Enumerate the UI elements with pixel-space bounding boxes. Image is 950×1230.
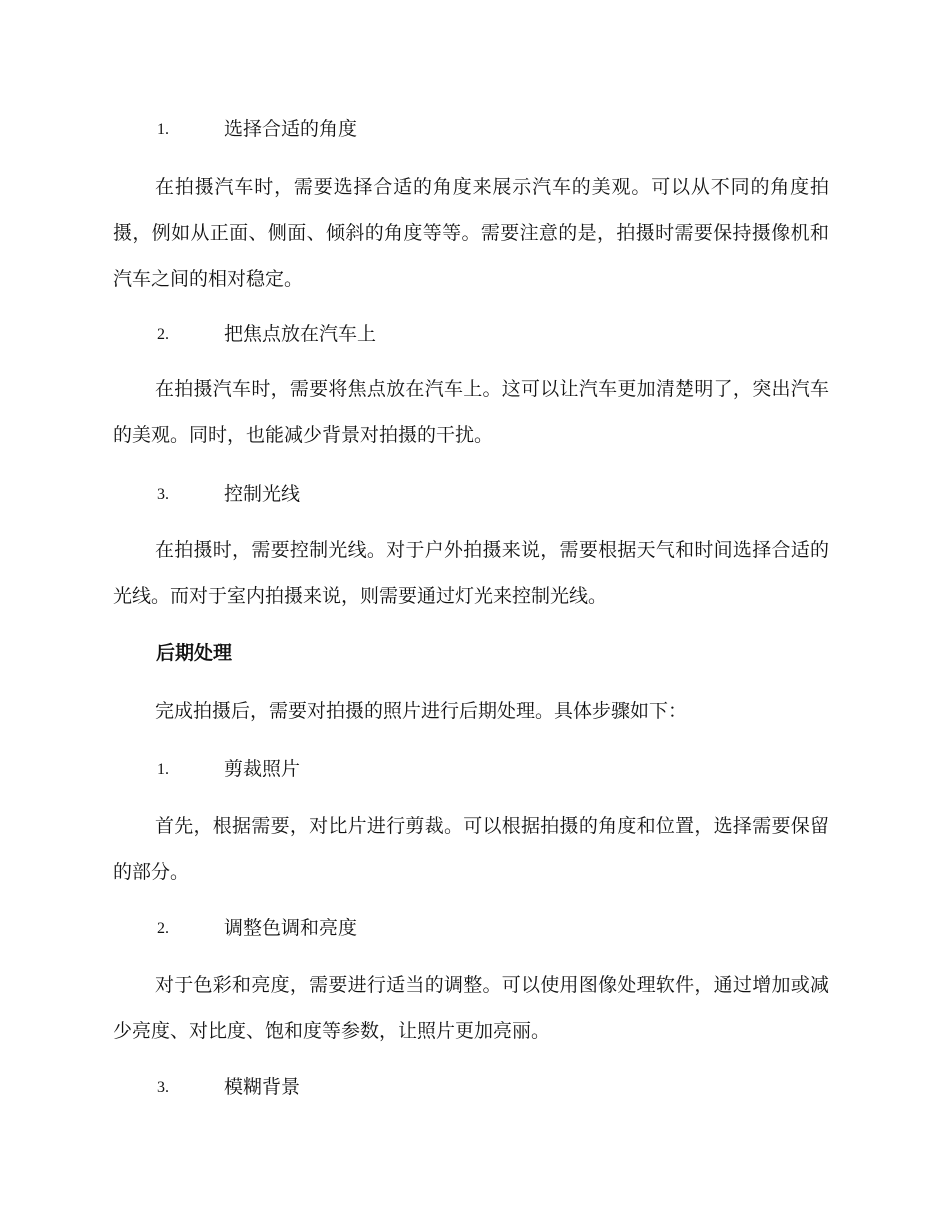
list-item-title: 调整色调和亮度 [224, 917, 358, 939]
list-number: 3. [157, 1079, 169, 1096]
paragraph: 首先，根据需要，对比片进行剪裁。可以根据拍摄的角度和位置，选择需要保留的部分。 [113, 815, 829, 883]
paragraph: 在拍摄汽车时，需要选择合适的角度来展示汽车的美观。可以从不同的角度拍摄，例如从正面、侧面、倾斜的角度等等。需要注意的是，拍摄时需要保持摄像机和汽车之间的相对稳定。 [113, 176, 829, 290]
list-number: 1. [157, 761, 169, 778]
paragraph: 在拍摄时，需要控制光线。对于户外拍摄来说，需要根据天气和时间选择合适的光线。而对于室内拍摄来说，则需要通过灯光来控制光线。 [113, 539, 829, 607]
list-item-title: 选择合适的角度 [224, 118, 358, 140]
section-heading: 后期处理 [156, 642, 233, 664]
paragraph: 对于色彩和亮度，需要进行适当的调整。可以使用图像处理软件，通过增加或减少亮度、对比度、饱和度等参数，让照片更加亮丽。 [113, 974, 829, 1042]
list-item-title: 把焦点放在汽车上 [224, 323, 377, 345]
list-number: 3. [157, 486, 169, 503]
paragraph: 在拍摄汽车时，需要将焦点放在汽车上。这可以让汽车更加清楚明了，突出汽车的美观。同时，也能减少背景对拍摄的干扰。 [113, 378, 829, 446]
list-item-title: 模糊背景 [224, 1076, 301, 1098]
list-number: 2. [157, 326, 169, 343]
list-number: 1. [157, 121, 169, 138]
list-number: 2. [157, 920, 169, 937]
list-item-title: 剪裁照片 [224, 758, 301, 780]
paragraph: 完成拍摄后，需要对拍摄的照片进行后期处理。具体步骤如下： [155, 700, 688, 722]
list-item-title: 控制光线 [224, 483, 301, 505]
